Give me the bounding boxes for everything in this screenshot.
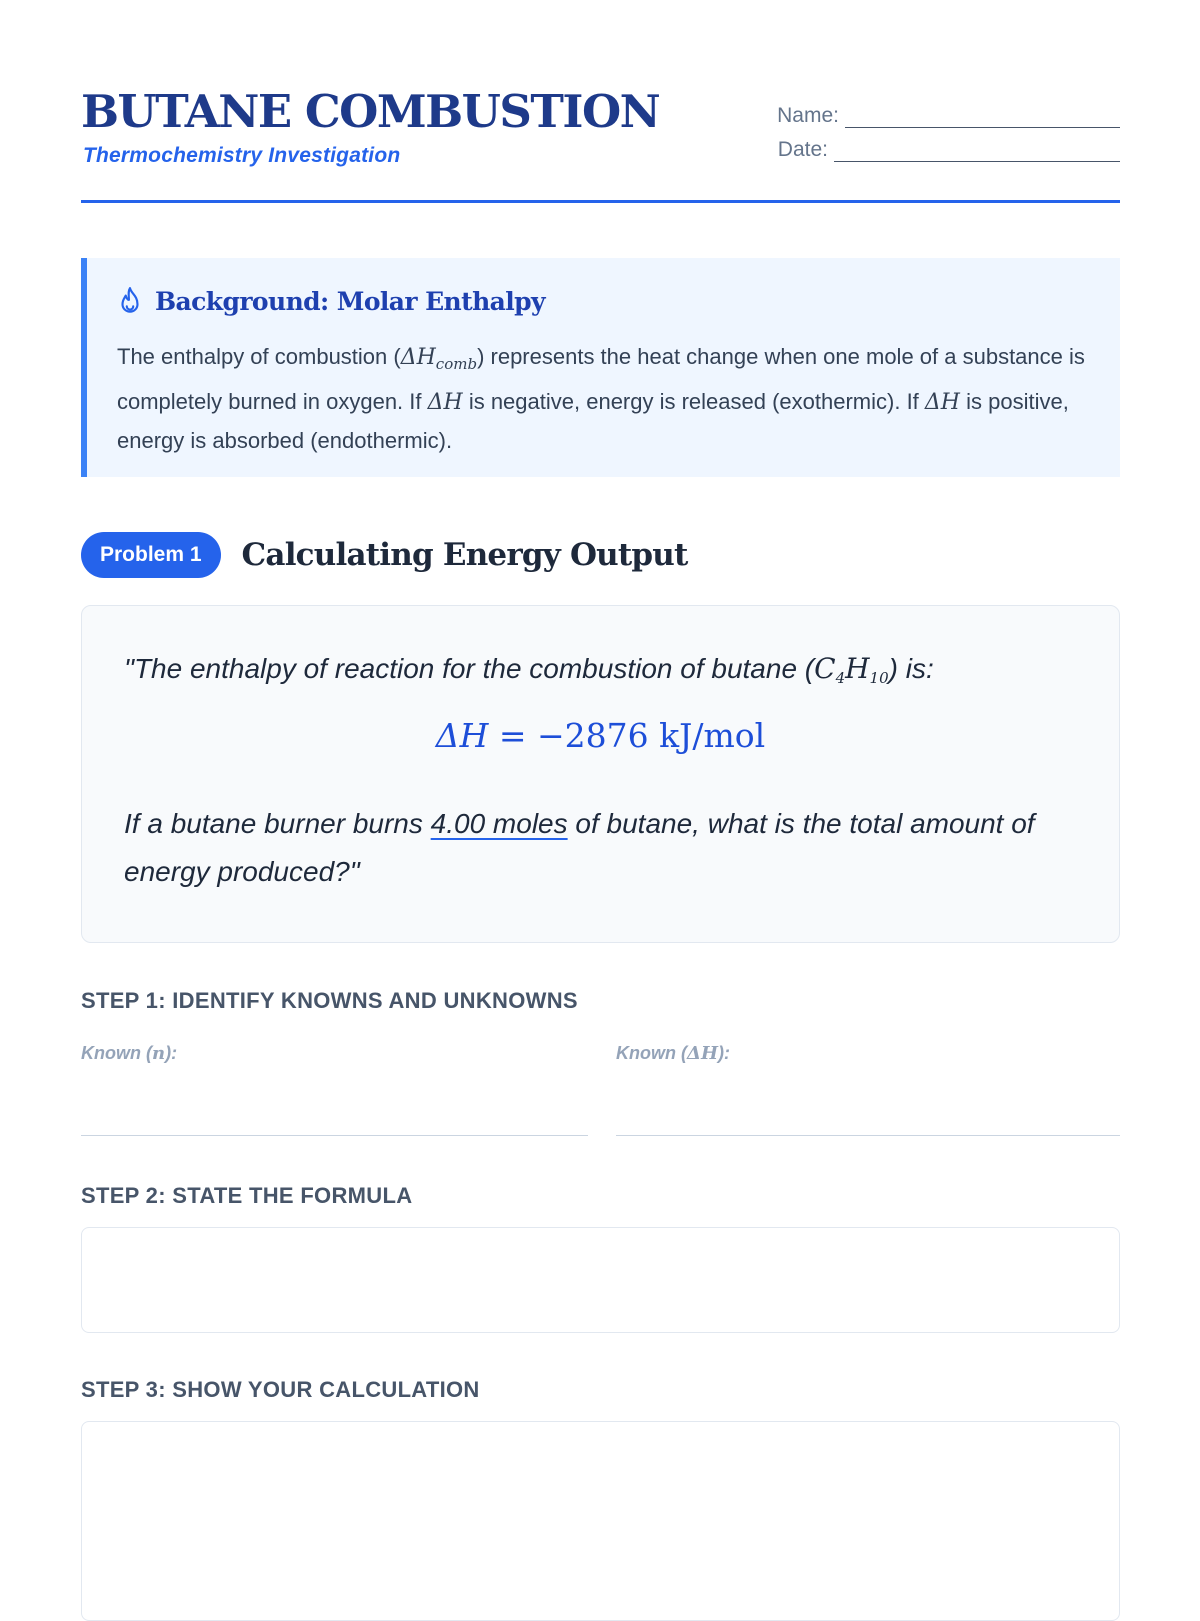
name-field[interactable] xyxy=(845,105,1120,128)
flame-icon xyxy=(117,286,143,316)
delta-h-symbol: ΔH xyxy=(924,390,960,415)
known-label-text: ): xyxy=(717,1043,730,1063)
question-text: "The enthalpy of reaction for the combustion of butane ( xyxy=(124,653,815,684)
delta-h-symbol: ΔH xyxy=(400,345,436,370)
enthalpy-equation xyxy=(82,716,1119,755)
background-text-part: ) represents the heat change when one mole of a substance is completely burned in oxygen. If xyxy=(117,344,1085,414)
known-label-text: Known ( xyxy=(616,1043,687,1063)
worksheet-subtitle: Thermochemistry Investigation xyxy=(83,144,401,167)
student-info xyxy=(760,94,1120,162)
background-text-part: is negative, energy is released (exothermic). If xyxy=(462,389,925,414)
step3-label: STEP 3: SHOW YOUR CALCULATION xyxy=(81,1377,480,1402)
background-text-part: is positive, energy is absorbed (endothermic). xyxy=(117,389,1069,453)
step2-label: STEP 2: STATE THE FORMULA xyxy=(81,1183,413,1208)
name-label: Name: xyxy=(777,104,839,127)
formula-carbon: C xyxy=(814,652,836,685)
background-heading xyxy=(117,286,545,316)
worksheet-title: BUTANE COMBUSTION xyxy=(81,85,660,138)
date-field[interactable] xyxy=(834,139,1120,162)
problem-question-text xyxy=(124,800,1054,896)
problem-statement xyxy=(81,605,1120,943)
equation-rhs: = −2876 kJ/mol xyxy=(488,716,766,755)
comb-subscript: comb xyxy=(435,355,478,373)
header-divider xyxy=(81,200,1120,203)
known-n-field[interactable] xyxy=(81,1135,588,1136)
problem-heading xyxy=(81,532,688,578)
known-n-label xyxy=(81,1043,177,1064)
known-label-text: Known ( xyxy=(81,1043,152,1063)
background-title: Background: Molar Enthalpy xyxy=(155,286,545,316)
background-text-part: The enthalpy of combustion ( xyxy=(117,344,401,369)
known-dh-symbol: ΔH xyxy=(686,1043,718,1064)
formula-hydrogen: H xyxy=(845,652,870,685)
problem-badge: Problem 1 xyxy=(81,532,221,578)
known-dh-label xyxy=(616,1043,730,1064)
worksheet-header xyxy=(81,84,1120,204)
formula-hydrogen-subscript: 10 xyxy=(869,669,889,687)
known-n-symbol: n xyxy=(151,1043,166,1064)
known-label-text: ): xyxy=(165,1043,178,1063)
background-callout xyxy=(81,258,1120,477)
problem-title: Calculating Energy Output xyxy=(241,537,688,573)
step1-label: STEP 1: IDENTIFY KNOWNS AND UNKNOWNS xyxy=(81,988,578,1013)
date-row xyxy=(760,128,1120,162)
problem-question-line xyxy=(124,652,934,687)
equation-lhs: ΔH xyxy=(435,716,489,755)
background-text xyxy=(117,338,1097,460)
formula-answer-box[interactable] xyxy=(81,1227,1120,1333)
formula-carbon-subscript: 4 xyxy=(835,669,846,687)
delta-h-symbol: ΔH xyxy=(427,390,463,415)
question-text: of butane, what is the total amount of energy produced?" xyxy=(124,808,1035,887)
moles-highlight: 4.00 moles xyxy=(430,808,568,839)
question-text: If a butane burner burns xyxy=(124,808,431,839)
date-label: Date: xyxy=(777,138,828,161)
name-row xyxy=(760,94,1120,128)
calculation-answer-box[interactable] xyxy=(81,1421,1120,1621)
known-dh-field[interactable] xyxy=(616,1135,1120,1136)
question-text: ) is: xyxy=(888,653,934,684)
